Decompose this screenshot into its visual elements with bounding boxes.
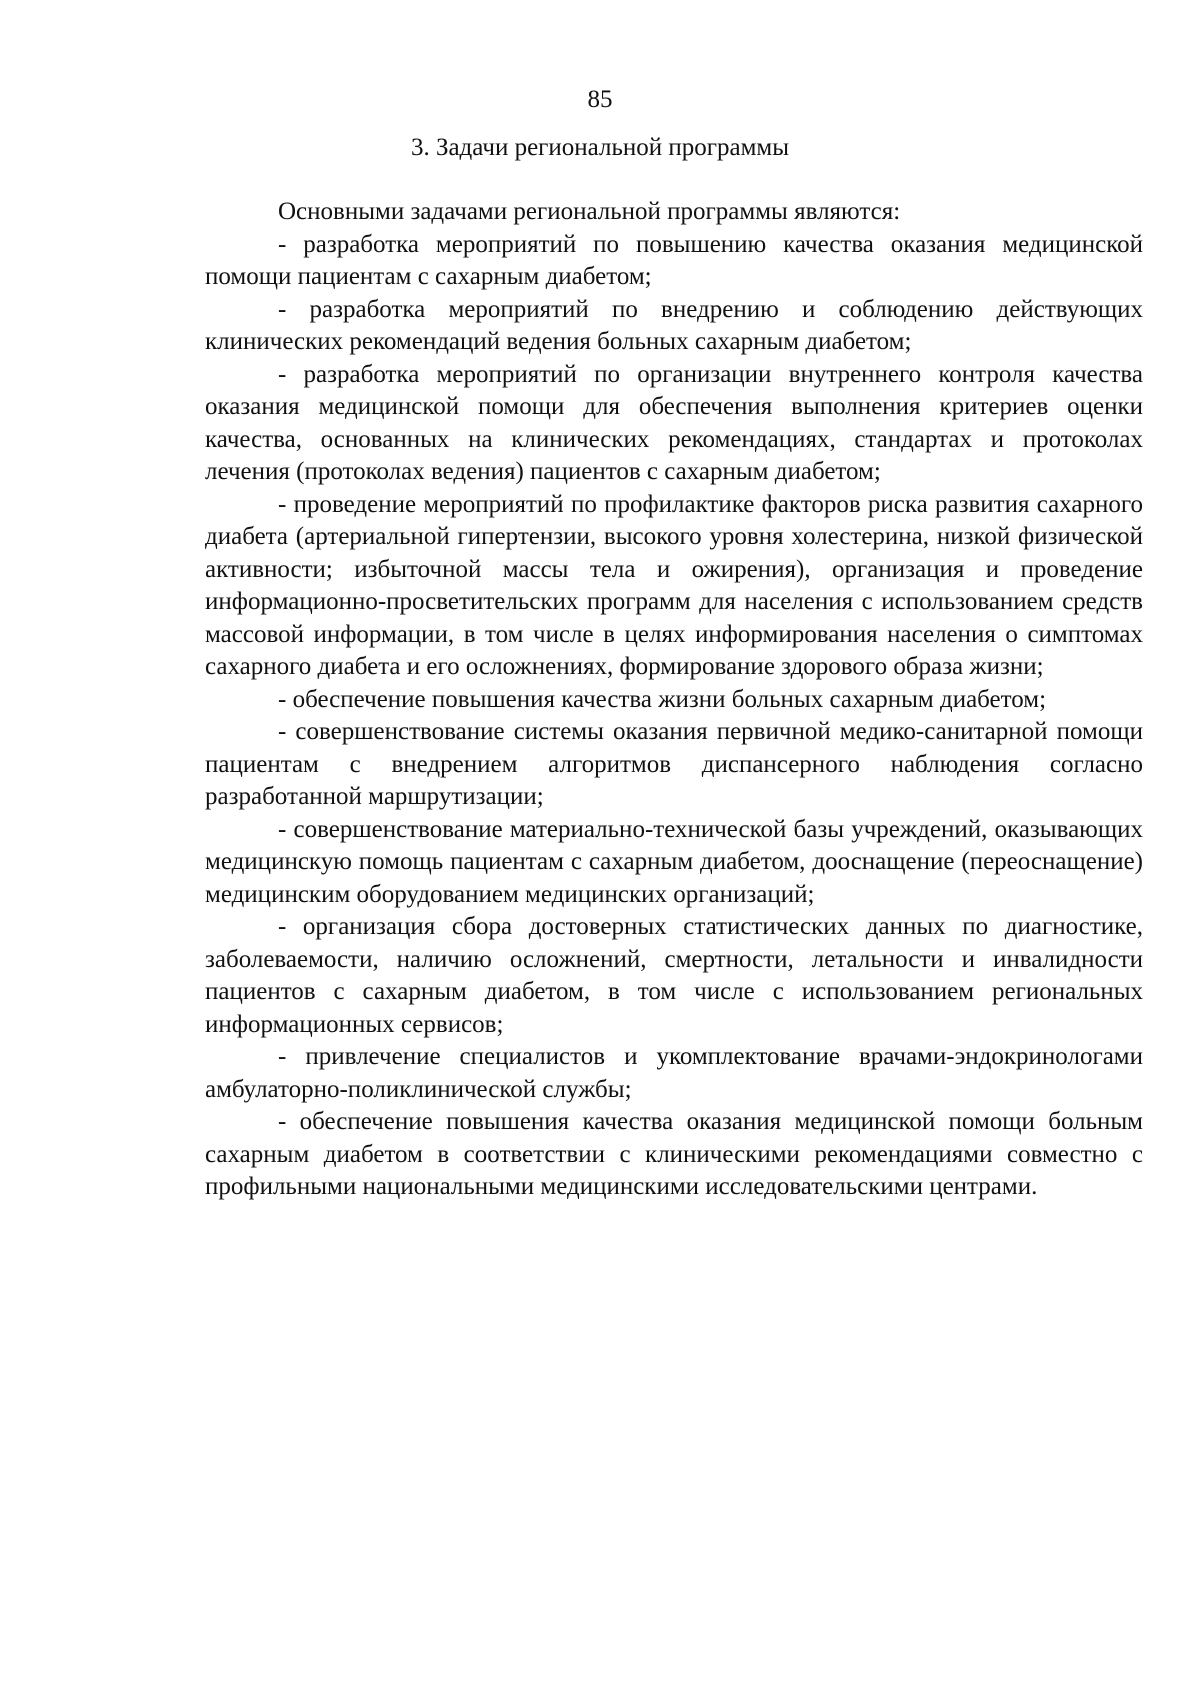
intro-paragraph: Основными задачами региональной программы являются: — [278, 198, 901, 225]
task-item: - организация сбора достоверных статистических данных по диагностике, заболеваемости, наличию осложнений, смертности, летальности и инвалидности пациентов с сахарным диабетом, в том числе с использованием региональных информационных сервисов; — [205, 913, 1143, 1038]
task-item: - обеспечение повышения качества жизни больных сахарным диабетом; — [278, 685, 1047, 713]
task-item: - обеспечение повышения качества оказания медицинской помощи больным сахарным диабетом в соответствии с клиническими рекомендациями совместно с профильными национальными медицинскими исследовательскими центрами. — [205, 1108, 1143, 1200]
task-item: - привлечение специалистов и укомплектование врачами-эндокринологами амбулаторно-поликлинической службы; — [205, 1043, 1143, 1103]
task-item: - проведение мероприятий по профилактике факторов риска развития сахарного диабета (артериальной гипертензии, высокого уровня холестерина, низкой физической активности; избыточной массы тела и ожирения), организация и проведение информационно-просветительских программ для населения с использованием средств массовой информации, в том числе в целях информирования населения о симптомах сахарного диабета и его осложнениях, формирование здорового образа жизни; — [205, 490, 1143, 680]
task-item: - совершенствование системы оказания первичной медико-санитарной помощи пациентам с внедрением алгоритмов диспансерного наблюдения согласно разработанной маршрутизации; — [205, 718, 1143, 810]
document-body — [205, 196, 1143, 1204]
task-item: - совершенствование материально-технической базы учреждений, оказывающих медицинскую помощь пациентам с сахарным диабетом, дооснащение (переоснащение) медицинским оборудованием медицинских организаций; — [205, 815, 1143, 908]
task-item: - разработка мероприятий по организации внутреннего контроля качества оказания медицинской помощи для обеспечения выполнения критериев оценки качества, основанных на клинических рекомендациях, стандартах и протоколах лечения (протоколах ведения) пациентов с сахарным диабетом; — [205, 360, 1143, 485]
section-title: 3. Задачи региональной программы — [410, 134, 790, 161]
task-item: - разработка мероприятий по повышению качества оказания медицинской помощи пациентам с сахарным диабетом; — [205, 230, 1143, 290]
page-number: 85 — [587, 86, 613, 113]
task-item: - разработка мероприятий по внедрению и соблюдению действующих клинических рекомендаций ведения больных сахарным диабетом; — [205, 295, 1143, 355]
